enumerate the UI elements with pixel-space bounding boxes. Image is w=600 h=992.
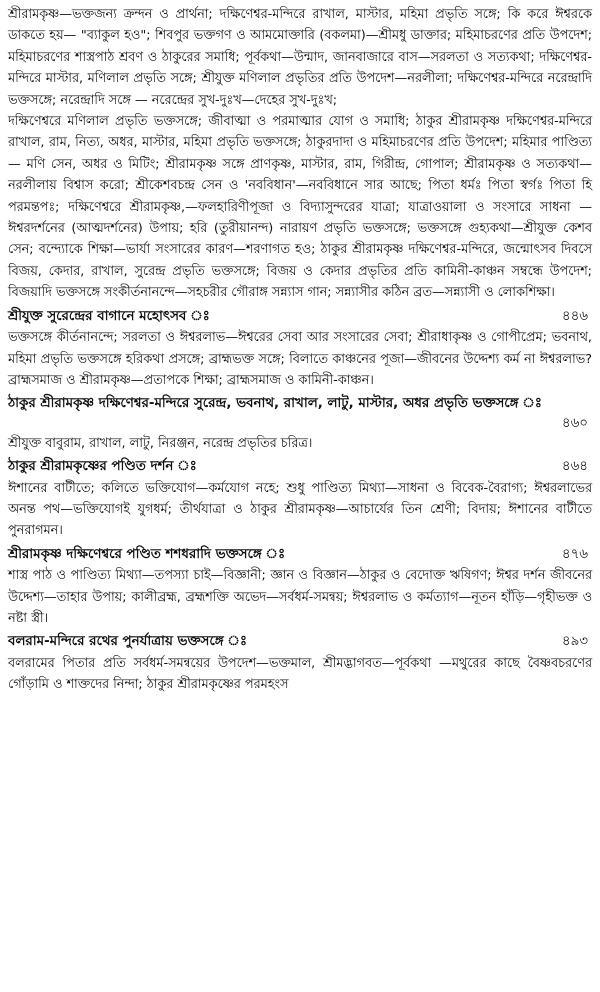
- section-title: ঠাকুর শ্রীরামকৃষ্ণ দক্ষিণেশ্বর-মন্দিরে সুরেন্দ্র, ভবনাথ, রাখাল, লাটু, মাস্টার, অধর প্রভৃতি ভক্তসঙ্গে ঃ: [8, 396, 542, 412]
- body-paragraph: দক্ষিণেশ্বরে মণিলাল প্রভৃতি ভক্তসঙ্গে; জীবাত্মা ও পরমাত্মার যোগ ও সমাধি; ঠাকুর শ্রীরামকৃষ্ণ দক্ষিণেশ্বর-মন্দিরে রাখাল, রাম, নিত্য, অধর, মাস্টার, মহিমা প্রভৃতি ভক্তসঙ্গে; ঠাকুরদাদা ও মহিমাচরণের প্রতি উপদেশ; মহিমার পাণ্ডিত্য— মণি সেন, অধর ও মিটিং; শ্রীরামকৃষ্ণ সঙ্গে প্রাণকৃষ্ণ, মাস্টার, রাম, গিরীন্দ্র, গোপাল; শ্রীরামকৃষ্ণ ও সত্যকথা— নরলীলায় বিশ্বাস করো; শ্রীকেশবচন্দ্র সেন ও 'নববিধান'—নববিধানে সার আছে; পিতা ধর্মঃ পিতা স্বর্গঃ পিতা হি পরমন্তপঃ; দক্ষিণেশ্বরে শ্রীরামকৃষ্ণ,—ফলহারিণীপূজা ও বিদ্যাসুন্দরের যাত্রা; যাত্রাওয়ালা ও সংসারে সাধনা — ঈশ্বরদর্শনের (আত্মদর্শনের) উপায়; হরি (তুরীয়ানন্দ) নারায়ণ প্রভৃতি ভক্তসঙ্গে; ভক্তসঙ্গে গুহ্যকথা—শ্রীযুক্ত কেশব সেন; বন্দ্যোকে শিক্ষা—ভার্যা সংসারের কারণ—শরণাগত হও; ঠাকুর শ্রীরামকৃষ্ণ দক্ষিণেশ্বর-মন্দিরে, জন্মোৎসব দিবসে বিজয়, কেদার, রাখাল, সুরেন্দ্র প্রভৃতি ভক্তসঙ্গে; বিজয় ও কেদার প্রভৃতির প্রতি কামিনী-কাঞ্চন সম্বন্ধে উপদেশ; বিজয়াদি ভক্তসঙ্গে সংকীর্তনানন্দে—সহচরীর গৌরাঙ্গ সন্ন্যাস গান; সন্ন্যাসীর কঠিন ব্রত—সন্ন্যাসী ও লোকশিক্ষা।: [8, 114, 592, 301]
- section-text: ঈশানের বাটীতে; কলিতে ভক্তিযোগ—কর্মযোগ নহে; শুধু পাণ্ডিত্য মিথ্যা—সাধনা ও বিবেক-বৈরাগ্য; ঈশ্বরলাভের অনন্ত পথ—ভক্তিযোগই যুগধর্ম; তীর্থযাত্রা ও ঠাকুর শ্রীরামকৃষ্ণ—আচার্যের তিন শ্রেণী; বিদায়; ঈশানের বাটীতে পুনরাগমন।: [8, 480, 592, 539]
- page-number: ৪৬৪: [561, 459, 588, 475]
- page-number: ৪৭৬: [561, 546, 588, 562]
- section-text: ভক্তসঙ্গে কীর্তনানন্দে; সরলতা ও ঈশ্বরলাভ—ঈশ্বরের সেবা আর সংসারের সেবা; শ্রীরাধাকৃষ্ণ ও গোপীপ্রেম; ভবনাথ, মহিমা প্রভৃতি ভক্তসঙ্গে হরিকথা প্রসঙ্গে; ব্রাহ্মভক্ত সঙ্গে; বিলাতে কাঞ্চনের পূজা—জীবনের উদ্দেশ্য কর্ম না ঈশ্বরলাভ? ব্রাহ্মসমাজ ও শ্রীরামকৃষ্ণ—প্রতাপকে শিক্ষা; ব্রাহ্মসমাজ ও কামিনী-কাঞ্চন।: [8, 330, 592, 388]
- page-number: ৪৪৬: [561, 308, 588, 324]
- section-text: শ্রীযুক্ত বাবুরাম, রাখাল, লাটু, নিরঞ্জন, নরেন্দ্র প্রভৃতির চরিত্র।: [8, 435, 313, 451]
- section-text: বলরামের পিতার প্রতি সর্বধর্ম-সমন্বয়ের উপদেশ—ভক্তমাল, শ্রীমদ্ভাগবত—পূর্বকথা —মথুরের কাছে বৈষ্ণবচরণের গোঁড়ামি ও শাক্তদের নিন্দা; ঠাকুর শ্রীরামকৃষ্ণের পরমহংস: [8, 655, 592, 693]
- page-number: ৪৯৩: [561, 634, 588, 650]
- body-paragraph: শ্রীরামকৃষ্ণ—ভক্তজন্য ক্রন্দন ও প্রার্থনা; দক্ষিণেশ্বর-মন্দিরে রাখাল, মাস্টার, মহিমা প্রভৃতি সঙ্গে; কি করে ঈশ্বরকে ডাকতে হয়— "ব্যাকুল হও"; শিবপুর ভক্তগণ ও আমমোক্তারি (বকলমা)—শ্রীমধু ডাক্তার; মহিমাচরণের প্রতি উপদেশ; মহিমাচরণের শাস্ত্রপাঠ শ্রবণ ও ঠাকুরের সমাধি; পূর্বকথা—উন্মাদ, জানবাজারে বাস—সরলতা ও সত্যকথা; দক্ষিণেশ্বর-মন্দিরে মাস্টার, মণিলাল প্রভৃতি সঙ্গে; শ্রীযুক্ত মণিলাল প্রভৃতির প্রতি উপদেশ—নরলীলা; দক্ষিণেশ্বর-মন্দিরে নরেন্দ্রাদি ভক্তসঙ্গে; নরেন্দ্রাদি সঙ্গে — নরেন্দ্রের সুখ-দুঃখ—দেহের সুখ-দুঃখ;: [8, 7, 592, 108]
- page-number: ৪৬০: [561, 415, 588, 431]
- section-title: বলরাম-মন্দিরে রথের পুনর্যাত্রায় ভক্তসঙ্গে ঃ: [8, 634, 247, 650]
- section-heading: [8, 544, 592, 565]
- section-title: ঠাকুর শ্রীরামকৃষ্ণের পণ্ডিত দর্শন ঃ: [8, 459, 197, 475]
- section-text: শাস্ত্র পাঠ ও পাণ্ডিত্য মিথ্যা—তপস্যা চাই—বিজ্ঞানী; জ্ঞান ও বিজ্ঞান—ঠাকুর ও বেদোক্ত ঋষিগণ; ঈশ্বর দর্শন জীবনের উদ্দেশ্য—তাহার উপায়; কালীব্রহ্ম, ব্রহ্মশক্তি অভেদ—সর্বধর্ম-সমন্বয়; ঈশ্বরলাভ ও কর্মত্যাগ—নূতন হাঁড়ি—গৃহীভক্ত ও নষ্টা স্ত্রী।: [8, 568, 592, 626]
- section-title: শ্রীযুক্ত সুরেন্দ্রের বাগানে মহোৎসব ঃ: [8, 308, 210, 324]
- section-title: শ্রীরামকৃষ্ণ দক্ষিণেশ্বরে পণ্ডিত শশধরাদি ভক্তসঙ্গে ঃ: [8, 546, 286, 562]
- section-heading: [8, 456, 592, 477]
- section-heading: [8, 631, 592, 652]
- section-heading: [8, 306, 592, 327]
